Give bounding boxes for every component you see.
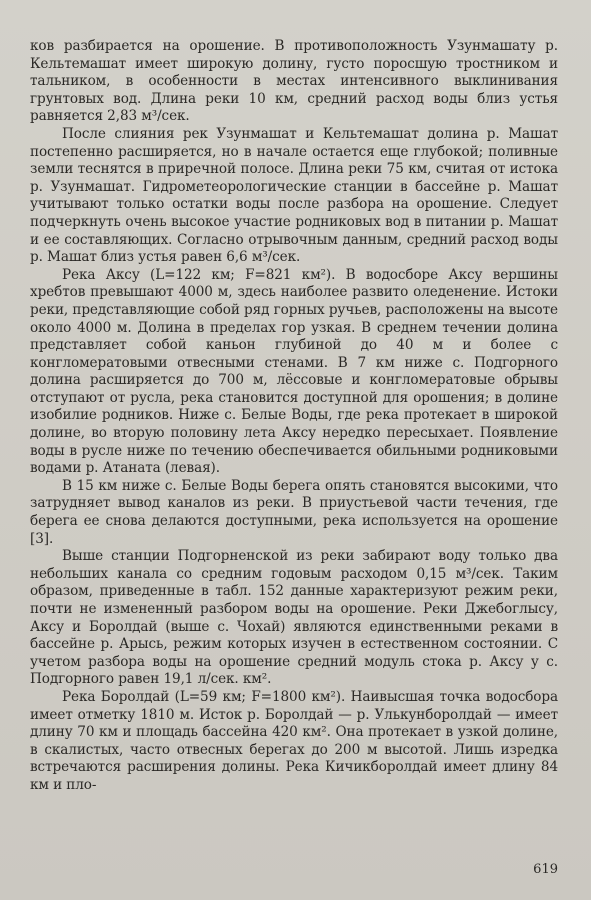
page-number: 619 xyxy=(533,862,558,877)
body-text xyxy=(30,38,558,795)
paragraph-4: В 15 км ниже с. Белые Воды берега опять становятся высокими, что затрудняет вывод каналов из реки. В приустьевой части течения, где берега ее снова делаются доступными, река используется на орошение [3]. xyxy=(30,477,558,547)
paragraph-3: Река Аксу (L=122 км; F=821 км²). В водосборе Аксу вершины хребтов превышают 4000 м, здесь наиболее развито оледенение. Истоки реки, представляющие собой ряд горных ручьев, расположены на высоте около 4000 м. Долина в пределах гор узкая. В среднем течении долина представляет собой каньон глубиной до 40 м и более с конгломератовыми отвесными стенами. В 7 км ниже с. Подгорного долина расширяется до 700 м, лёссовые и конгломератовые обрывы отступают от русла, река становится доступной для орошения; в долине изобилие родников. Ниже с. Белые Воды, где река протекает в широкой долине, во вторую половину лета Аксу нередко пересыхает. Появление воды в русле ниже по течению обеспечивается обильными родниковыми водами р. Атаната (левая). xyxy=(30,266,558,477)
paragraph-5: Выше станции Подгорненской из реки забирают воду только два небольших канала со средним годовым расходом 0,15 м³/сек. Таким образом, приведенные в табл. 152 данные характеризуют режим реки, почти не измененный разбором воды на орошение. Реки Джебоглысу, Аксу и Боролдай (выше с. Чохай) являются единственными реками в бассейне р. Арысь, режим которых изучен в естественном состоянии. С учетом разбора воды на орошение средний модуль стока р. Аксу у с. Подгорного равен 19,1 л/сек. км². xyxy=(30,548,558,688)
paragraph-6: Река Боролдай (L=59 км; F=1800 км²). Наивысшая точка водосбора имеет отметку 1810 м. Исток р. Боролдай — р. Улькунборолдай — имеет длину 70 км и площадь бассейна 420 км². Она протекает в узкой долине, в скалистых, часто отвесных берегах до 200 м высотой. Лишь изредка встречаются расширения долины. Река Кичикборолдай имеет длину 84 км и пло- xyxy=(30,688,558,793)
paragraph-1: ков разбирается на орошение. В противоположность Узунмашату р. Кельтемашат имеет широкую долину, густо поросшую тростником и тальником, в особенности в местах интенсивного выклинивания грунтовых вод. Длина реки 10 км, средний расход воды близ устья равняется 2,83 м³/сек. xyxy=(30,38,558,125)
paragraph-2: После слияния рек Узунмашат и Кельтемашат долина р. Машат постепенно расширяется, но в начале остается еще глубокой; поливные земли теснятся в приречной полосе. Длина реки 75 км, считая от истока р. Узунмашат. Гидрометеорологические станции в бассейне р. Машат учитывают только остатки воды после разбора на орошение. Следует подчеркнуть очень высокое участие родниковых вод в питании р. Машат и ее составляющих. Согласно отрывочным данным, средний расход воды р. Машат близ устья равен 6,6 м³/сек. xyxy=(30,125,558,266)
